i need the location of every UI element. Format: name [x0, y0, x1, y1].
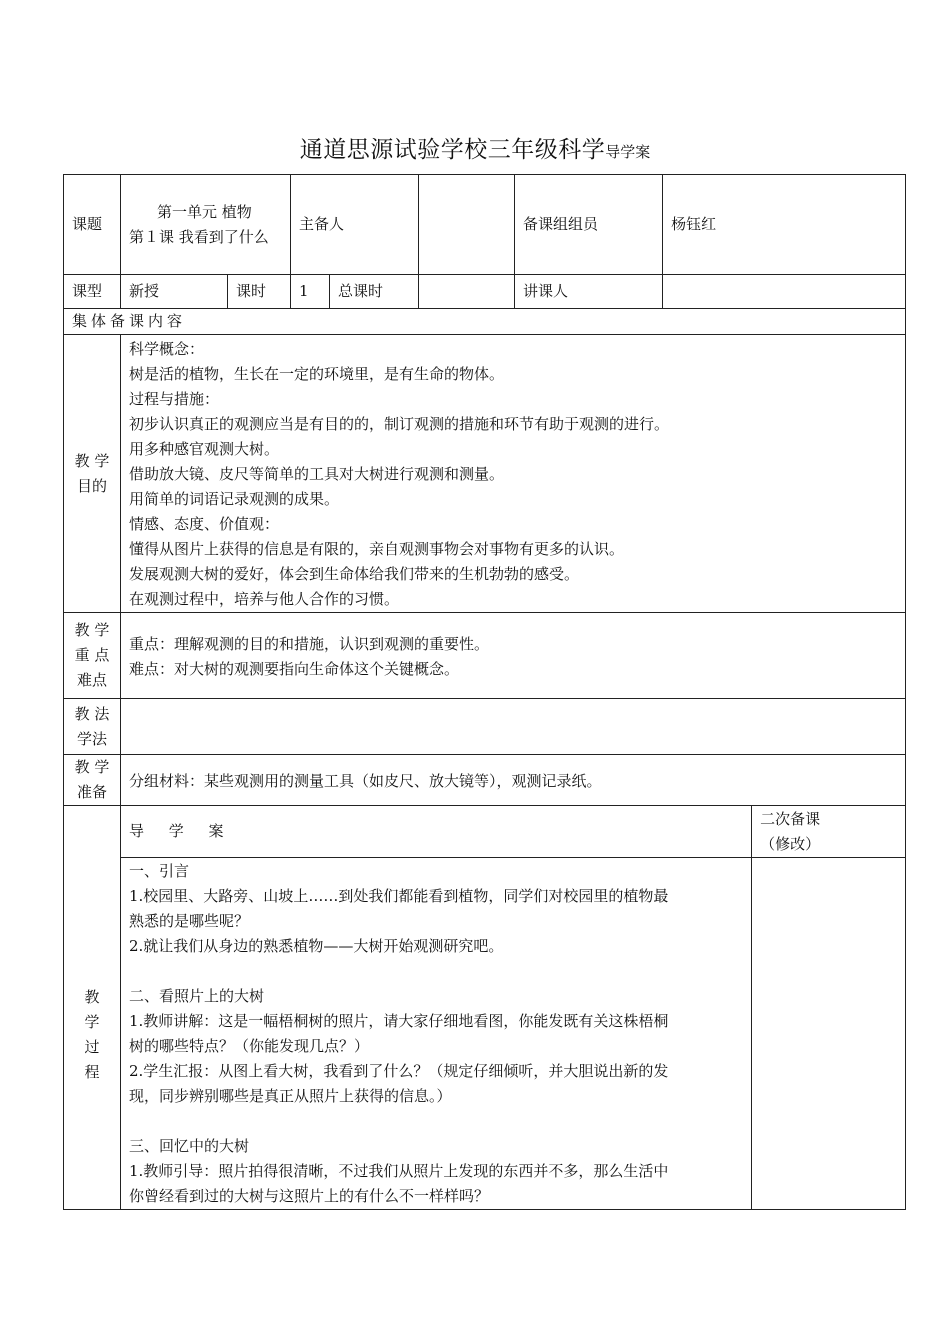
- page-title: [0, 134, 950, 168]
- lead-value: [419, 175, 515, 275]
- goals-content: [121, 335, 906, 613]
- key-points-label-2: 重 点: [74, 646, 110, 664]
- key-point-line: 难点：对大树的观测要指向生命体这个关键概念。: [129, 659, 460, 678]
- guide-header: 导 学 案: [121, 806, 752, 858]
- process-line: 2.就让我们从身边的熟悉植物——大树开始观测研究吧。: [129, 937, 504, 955]
- key-point-line: 重点：理解观测的目的和措施，认识到观测的重要性。: [129, 634, 490, 653]
- prep-content: 分组材料：某些观测用的测量工具（如皮尺、放大镜等），观测记录纸。: [121, 755, 906, 806]
- lecturer-value: [663, 275, 906, 309]
- process-content-row: [64, 858, 906, 1210]
- topic-label: 课题: [64, 175, 121, 275]
- process-line: 现，同步辨别哪些是真正从照片上获得的信息。）: [129, 1087, 452, 1105]
- group-label: 备课组组员: [515, 175, 663, 275]
- key-points-content: [121, 613, 906, 699]
- type-row: [64, 275, 906, 309]
- goals-line: 树是活的植物，生长在一定的环境里，是有生命的物体。: [129, 365, 505, 383]
- methods-row: [64, 699, 906, 755]
- process-line: 三、回忆中的大树: [129, 1137, 250, 1155]
- goals-line: 初步认识真正的观测应当是有目的的，制订观测的措施和环节有助于观测的进行。: [129, 415, 670, 433]
- process-line: 1.教师讲解：这是一幅梧桐树的照片，请大家仔细地看图，你能发既有关这株梧桐: [129, 1012, 669, 1030]
- type-label: 课型: [64, 275, 121, 309]
- prep-row: [64, 755, 906, 806]
- goals-line: 用多种感官观测大树。: [129, 440, 280, 458]
- prep-label-1: 教 学: [74, 758, 110, 776]
- goals-line: 科学概念：: [129, 340, 205, 358]
- revise-header-2: （修改）: [760, 835, 821, 853]
- prep-label-2: 准备: [76, 783, 107, 801]
- goals-label-1: 教 学: [74, 451, 110, 470]
- total-label: 总课时: [330, 275, 419, 309]
- group-value: 杨钰红: [663, 175, 906, 275]
- process-header-row: [64, 806, 906, 858]
- section-header: 集体备课内容: [64, 309, 906, 335]
- key-points-label-3: 难点: [76, 671, 107, 689]
- methods-label-1: 教 法: [74, 704, 110, 723]
- process-line: 树的哪些特点？（你能发现几点？）: [129, 1037, 370, 1055]
- lesson-plan-table: [63, 174, 906, 1210]
- process-blank-line: [129, 959, 743, 984]
- methods-content: [121, 699, 906, 755]
- methods-label-2: 学法: [76, 729, 107, 748]
- total-value: [419, 275, 515, 309]
- section-header-row: [64, 309, 906, 335]
- process-line: 你曾经看到过的大树与这照片上的有什么不一样样吗？: [129, 1187, 490, 1205]
- goals-line: 过程与措施：: [129, 390, 220, 408]
- goals-line: 情感、态度、价值观：: [129, 515, 280, 533]
- topic-lesson: 第１课 我看到了什么: [129, 227, 269, 246]
- key-points-label: [64, 613, 121, 699]
- process-blank-line: [129, 1109, 743, 1134]
- process-label: [64, 806, 121, 1210]
- title-suffix: 导学案: [605, 143, 651, 161]
- goals-line: 用简单的词语记录观测的成果。: [129, 490, 340, 508]
- type-value: 新授: [121, 275, 228, 309]
- process-content: [121, 858, 752, 1210]
- process-label-char: 学: [84, 1012, 100, 1031]
- process-line: 一、引言: [129, 862, 190, 880]
- goals-row: [64, 335, 906, 613]
- revise-content: [752, 858, 906, 1210]
- process-line: 1.校园里、大路旁、山坡上……到处我们都能看到植物，同学们对校园里的植物最: [129, 887, 669, 905]
- process-line: 熟悉的是哪些呢？: [129, 912, 250, 930]
- topic-row: [64, 175, 906, 275]
- period-label: 课时: [228, 275, 291, 309]
- key-points-label-1: 教 学: [74, 621, 110, 639]
- lead-label: 主备人: [291, 175, 419, 275]
- goals-line: 发展观测大树的爱好，体会到生命体给我们带来的生机勃勃的感受。: [129, 565, 580, 583]
- title-main: 通道思源试验学校三年级科学: [299, 137, 606, 163]
- revise-header: [752, 806, 906, 858]
- goals-label-2: 目的: [76, 476, 107, 495]
- goals-line: 懂得从图片上获得的信息是有限的，亲自观测事物会对事物有更多的认识。: [129, 540, 625, 558]
- prep-label: [64, 755, 121, 806]
- topic-value: [121, 175, 291, 275]
- period-value: 1: [291, 275, 330, 309]
- goals-line: 在观测过程中，培养与他人合作的习惯。: [129, 590, 400, 608]
- process-line: 二、看照片上的大树: [129, 987, 265, 1005]
- process-line: 2.学生汇报：从图上看大树，我看到了什么？（规定仔细倾听，并大胆说出新的发: [129, 1062, 669, 1080]
- key-points-row: [64, 613, 906, 699]
- process-line: 1.教师引导：照片拍得很清晰，不过我们从照片上发现的东西并不多，那么生活中: [129, 1162, 669, 1180]
- topic-unit: 第一单元 植物: [157, 202, 252, 221]
- lecturer-label: 讲课人: [515, 275, 663, 309]
- process-label-char: 程: [84, 1062, 100, 1081]
- process-label-char: 教: [84, 987, 100, 1006]
- goals-line: 借助放大镜、皮尺等简单的工具对大树进行观测和测量。: [129, 465, 505, 483]
- revise-header-1: 二次备课: [760, 810, 821, 828]
- process-label-char: 过: [84, 1037, 100, 1056]
- goals-label: [64, 335, 121, 613]
- methods-label: [64, 699, 121, 755]
